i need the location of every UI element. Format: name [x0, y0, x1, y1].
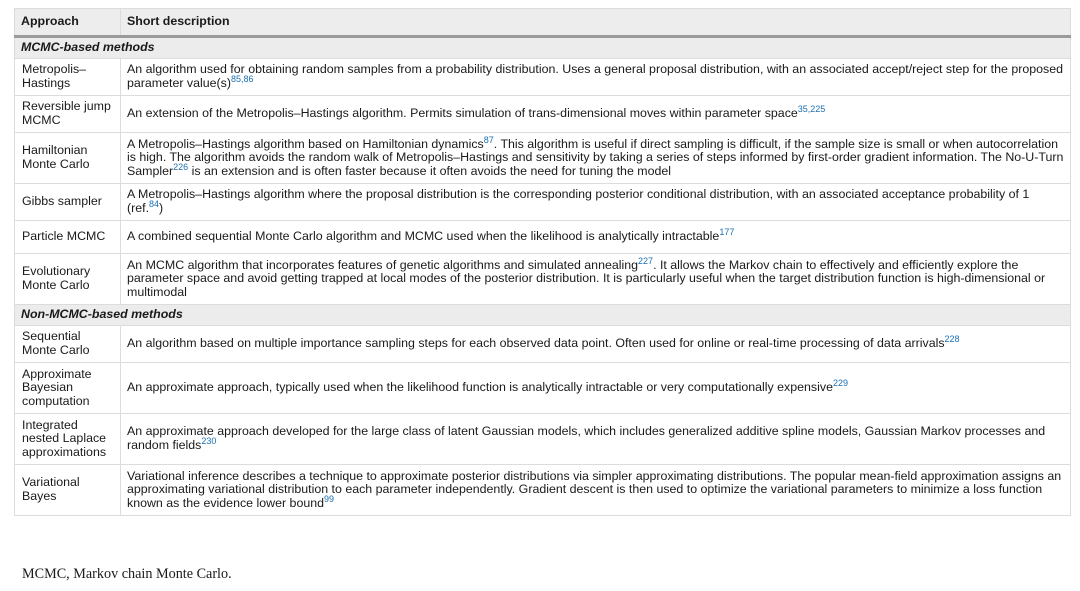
approach-description: An algorithm based on multiple importance sampling steps for each observed data point. Often used for online or real-time processing of data arrivals$^{228}$: [121, 326, 1071, 363]
table-header-row: [15, 9, 1071, 37]
approach-description: A Metropolis–Hastings algorithm based on Hamiltonian dynamics$^{87}$. This algorithm is useful if direct sampling is difficult, if the sample size is small or when autocorrelation is high. The algorithm avoids the random walk of Metropolis–Hastings and sensitivity by taking a series of steps informed by first-order gradient information. The No-U-Turn Sampler$^{226}$ is an extension and is often faster because it often avoids the need for tuning the model: [121, 133, 1071, 184]
header-short-description: Short description: [121, 9, 1071, 37]
section-row-mcmc: [15, 37, 1071, 59]
table-row: [15, 254, 1071, 305]
approach-name: Metropolis–Hastings: [15, 59, 121, 96]
approach-name: Gibbs sampler: [15, 184, 121, 221]
approach-name: Particle MCMC: [15, 221, 121, 254]
methods-table: [14, 8, 1071, 516]
section-title: MCMC-based methods: [15, 37, 1071, 59]
table-row: [15, 133, 1071, 184]
approach-name: Hamiltonian Monte Carlo: [15, 133, 121, 184]
approach-description: An approximate approach, typically used when the likelihood function is analytically intractable or very computationally expensive$^{229}$: [121, 363, 1071, 414]
table-row: [15, 59, 1071, 96]
table-row: [15, 326, 1071, 363]
section-title: Non-MCMC-based methods: [15, 305, 1071, 326]
approach-description: An extension of the Metropolis–Hastings algorithm. Permits simulation of trans-dimensional moves within parameter space$^{35,225}$: [121, 96, 1071, 133]
table-footnote: MCMC, Markov chain Monte Carlo.: [22, 566, 232, 582]
table-row: [15, 184, 1071, 221]
table-row: [15, 465, 1071, 516]
approach-name: Integrated nested Laplace approximations: [15, 414, 121, 465]
approach-description: An approximate approach developed for the large class of latent Gaussian models, which includes generalized additive spline models, Gaussian Markov processes and random fields$^{230}$: [121, 414, 1071, 465]
approach-description: An MCMC algorithm that incorporates features of genetic algorithms and simulated annealing$^{227}$. It allows the Markov chain to effectively and efficiently explore the parameter space and avoid getting trapped at local modes of the posterior distribution. It is particularly useful when the target distribution function is high-dimensional or multimodal: [121, 254, 1071, 305]
table-row: [15, 363, 1071, 414]
approach-name: Sequential Monte Carlo: [15, 326, 121, 363]
approach-name: Approximate Bayesian computation: [15, 363, 121, 414]
approach-name: Variational Bayes: [15, 465, 121, 516]
approach-description: A Metropolis–Hastings algorithm where the proposal distribution is the corresponding posterior conditional distribution, with an associated acceptance probability of 1 (ref.$^{84}$): [121, 184, 1071, 221]
table-row: [15, 414, 1071, 465]
header-approach: Approach: [15, 9, 121, 37]
approach-name: Reversible jump MCMC: [15, 96, 121, 133]
approach-name: Evolutionary Monte Carlo: [15, 254, 121, 305]
approach-description: Variational inference describes a technique to approximate posterior distributions via simpler approximating distributions. The popular mean-field approximation assigns an approximating variational distribution to each parameter independently. Gradient descent is then used to optimize the variational parameters to minimize a loss function known as the evidence lower bound$^{99}$: [121, 465, 1071, 516]
methods-table-container: [14, 8, 1070, 516]
table-row: [15, 221, 1071, 254]
approach-description: A combined sequential Monte Carlo algorithm and MCMC used when the likelihood is analytically intractable$^{177}$: [121, 221, 1071, 254]
section-row-non-mcmc: [15, 305, 1071, 326]
approach-description: An algorithm used for obtaining random samples from a probability distribution. Uses a general proposal distribution, with an associated accept/reject step for the proposed parameter $value(s)^{85,86}$: [121, 59, 1071, 96]
table-row: [15, 96, 1071, 133]
